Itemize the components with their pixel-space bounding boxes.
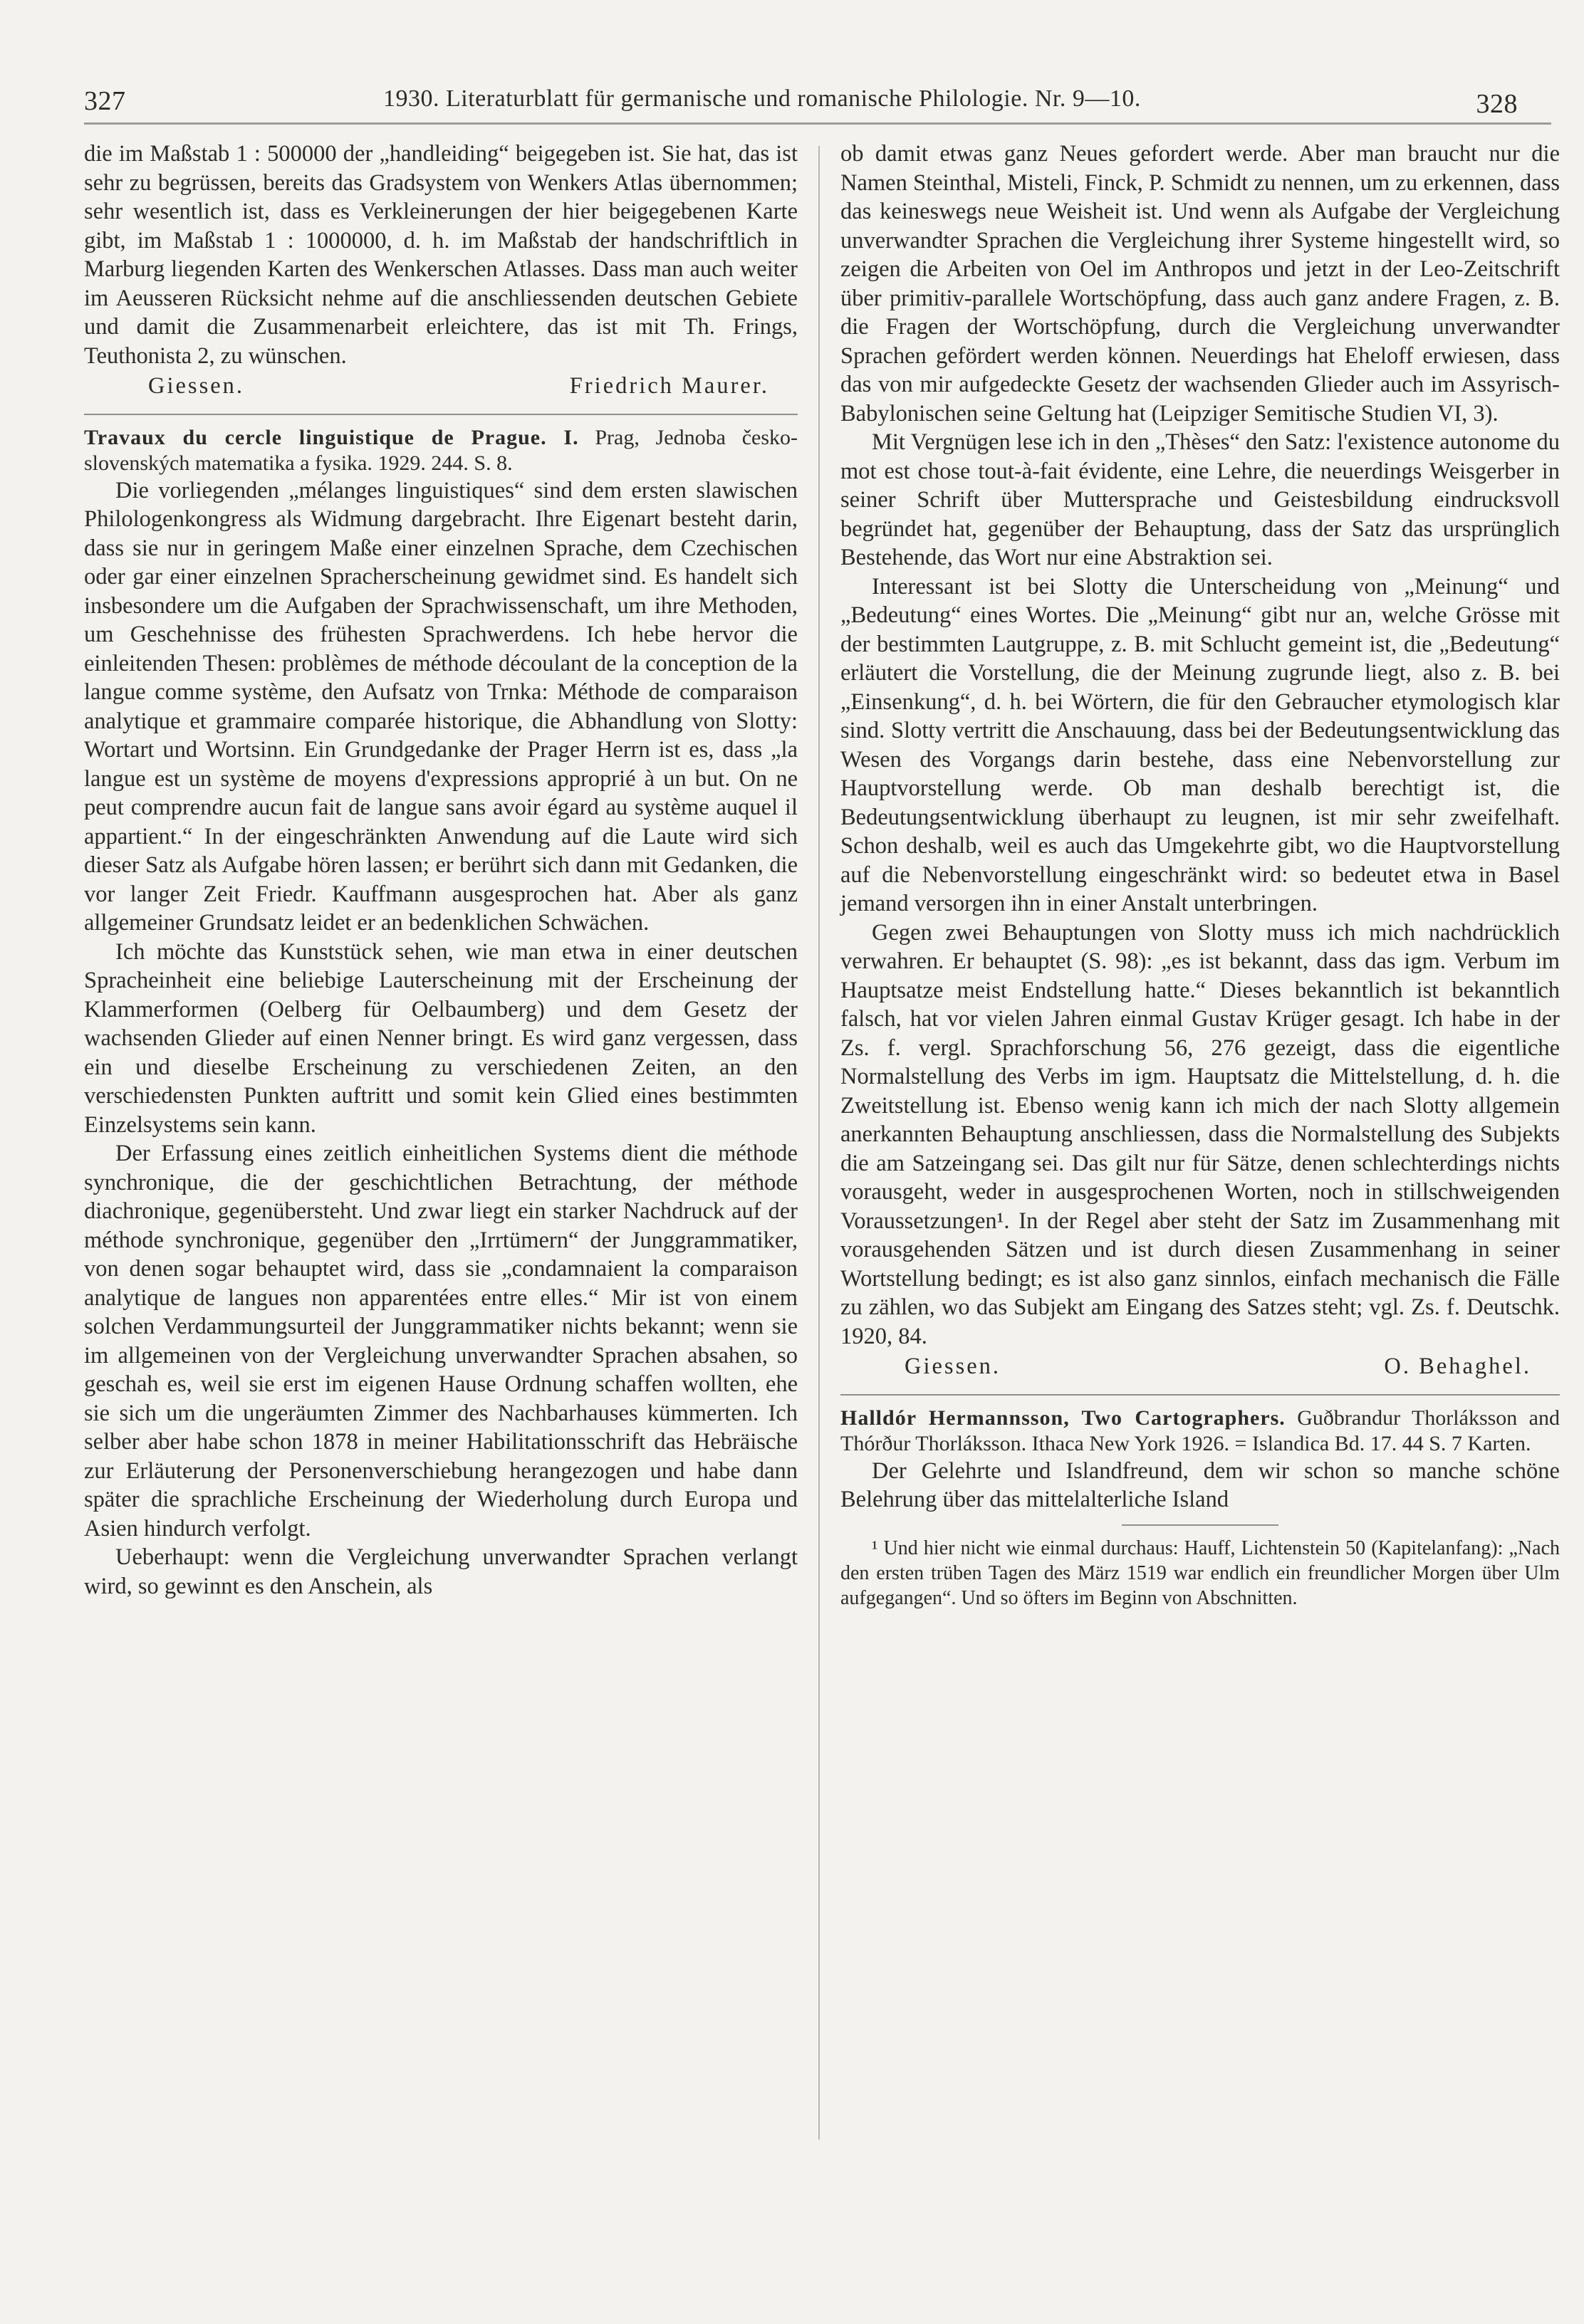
signature-city: Giessen. <box>148 373 245 399</box>
page-number-right: 328 <box>1476 89 1518 119</box>
paragraph: ob damit etwas ganz Neues gefordert werde. Aber man braucht nur die Namen Steinthal, Misteli, Finck, P. Schmidt zu nennen, um zu erkennen, dass das keineswegs neue Weisheit ist. Und wenn als Aufgabe der Vergleichung unverwandter Sprachen die Vergleichung ihrer Systeme hingestellt wird, so zeigen die Arbeiten von Oel im Anthropos und jetzt in der Leo-Zeitschrift über primitiv-parallele Wortschöpfung, dass auch ganz andere Fragen, z. B. die Fragen der Wortschöpfung, durch die Vergleichung unverwandter Sprachen gefördert werden können. Neuerdings hat Eheloff erwiesen, dass das von mir aufgedeckte Gesetz der wachsenden Glieder auch im Assyrisch-Babylonischen seine Geltung hat (Leipziger Semitische Studien VI, 3). <box>840 141 1560 426</box>
paragraph: Ich möchte das Kunststück sehen, wie man etwa in einer deutschen Spracheinheit eine beliebige Lauterscheinung mit der Erscheinung der Klammerformen (Oelberg für Oelbaumberg) und dem Gesetz der wachsenden Glieder auf einen Nenner bringt. Es wird ganz vergessen, dass ein und dieselbe Erscheinung zu verschiedenen Zeiten, an den verschiedensten Punkten auftritt und somit kein Glied eines bestimmten Einzelsystems sein kann. <box>84 938 798 1138</box>
signature <box>84 372 798 401</box>
paragraph: Ueberhaupt: wenn die Vergleichung unverwandter Sprachen verlangt wird, so gewinnt es den Anschein, als <box>84 1544 798 1599</box>
paragraph: Der Erfassung eines zeitlich einheitlichen Systems dient die méthode synchronique, die der geschichtlichen Betrachtung, der méthode diachronique, gegenübersteht. Und zwar liegt ein starker Nachdruck auf der méthode synchronique, gegenüber den „Irrtümern“ der Junggrammatiker, von denen sogar behauptet wird, dass sie „condamnaient la comparaison analytique de langues non apparentées entre elles.“ Mir ist von einem solchen Verdammungsurteil der Junggrammatiker nichts bekannt; wenn sie im allgemeinen von der Vergleichung unverwandter Sprachen absahen, so geschah es, weil sie erst im eigenen Hause Ordnung schaffen wollten, ehe sie sich um die ungeräumten Zimmer des Nachbarhauses kümmerten. Ich selber aber habe schon 1878 in meiner Habilitationsschrift das Hebräische zur Erläuterung der Personenverschiebung herangezogen und habe dann später die sprachliche Erscheinung der Wiederholung durch Europa und Asien hindurch verfolgt. <box>84 1141 798 1542</box>
entry-title: Travaux du cercle linguistique de Prague. I. <box>84 425 579 449</box>
paragraph: die im Maßstab 1 : 500000 der „handleiding“ beigegeben ist. Sie hat, das ist sehr zu begrüssen, bereits das Gradsystem von Wenkers Atlas übernommen; sehr wesentlich ist, dass es Verkleinerungen der hier beigegebenen Karte gibt, im Maßstab 1 : 1000000, d. h. im Maßstab der handschriftlich in Marburg liegenden Karten des Wenkerschen Atlasses. Dass man auch weiter im Aeusseren Rücksicht nehme auf die anschliessenden deutschen Gebiete und damit die Zusammenarbeit erleichtere, das ist mit Th. Frings, Teuthonista 2, zu wünschen. <box>84 141 798 369</box>
paragraph: Die vorliegenden „mélanges linguistiques“ sind dem ersten slawischen Philologenkongress als Widmung dargebracht. Ihre Eigenart besteht darin, dass sie nur in geringem Maße einer einzelnen Sprache, dem Czechischen oder gar einer einzelnen Spracherscheinung gewidmet sind. Es handelt sich insbesondere um die Aufgaben der Sprachwissenschaft, um ihre Methoden, um Geschehnisse des frühesten Sprachwerdens. Ich hebe hervor die einleitenden Thesen: problèmes de méthode découlant de la conception de la langue comme système, den Aufsatz von Trnka: Méthode de comparaison analytique et grammaire comparée historique, die Abhandlung von Slotty: Wortart und Wortsinn. Ein Grundgedanke der Prager Herrn ist es, dass „la langue est un système de moyens d'expressions approprié à un but. On ne peut comprendre aucun fait de langue sans avoir égard au système auquel il appartient.“ In der eingeschränkten Anwendung auf die Laute wird sich dieser Satz als Aufgabe hören lassen; er berührt sich dann mit Gedanken, die vor langer Zeit Friedr. Kauffmann ausgesprochen hat. Aber als ganz allgemeiner Grundsatz leidet er an bedenklichen Schwächen. <box>84 477 798 936</box>
entry-details: Prag, Jednoba česko-slovenských matematika a fysika. 1929. 244. S. 8. <box>84 425 798 475</box>
review-entry-heading <box>84 425 798 476</box>
footnote-rule <box>1122 1524 1278 1526</box>
paragraph: Interessant ist bei Slotty die Unterscheidung von „Meinung“ und „Bedeutung“ eines Wortes. Die „Meinung“ gibt nur an, welche Grösse mit der bestimmten Lautgruppe, z. B. mit Schlucht gemeint ist, die „Bedeutung“ erläutert die Vorstellung, die der Meinung zugrunde liegt, also z. B. bei „Einsenkung“, d. h. bei Wörtern, die für den Gebraucher etymologisch klar sind. Slotty vertritt die Anschauung, dass bei der Bedeutungsentwicklung das Wesen des Vorgangs darin bestehe, dass eine Nebenvorstellung zur Hauptvorstellung werde. Ob man deshalb berechtigt ist, die Bedeutungsentwicklung überhaupt zu leugnen, ist mir sehr zweifelhaft. Schon deshalb, weil es auch das Umgekehrte gibt, wo die Hauptvorstellung auf die Nebenvorstellung eingeschränkt wird: so bedeutet etwa in Basel jemand versorgen ihn in einer Anstalt unterbringen. <box>840 573 1560 916</box>
signature-author: O. Behaghel. <box>1384 1354 1531 1379</box>
signature-city: Giessen. <box>905 1354 1001 1379</box>
footnote: ¹ Und hier nicht wie einmal durchaus: Hauff, Lichtenstein 50 (Kapitelanfang): „Nach den ersten trüben Tagen des März 1519 war endlich ein freundlicher Morgen über Ulm aufgegangen“. Und so öfters im Beginn von Abschnitten. <box>840 1537 1560 1609</box>
page-number-left: 327 <box>84 86 126 116</box>
page-header <box>84 78 1518 121</box>
section-divider <box>84 414 798 415</box>
paragraph: Der Gelehrte und Islandfreund, dem wir schon so manche schöne Belehrung über das mittelalterliche Island <box>840 1457 1560 1512</box>
review-entry-heading <box>840 1406 1560 1457</box>
entry-title: Halldór Hermannsson, Two Cartographers. <box>840 1406 1286 1430</box>
signature-author: Friedrich Maurer. <box>569 373 769 399</box>
running-title: 1930. Literaturblatt für germanische und romanische Philologie. Nr. 9—10. <box>383 85 1141 112</box>
paragraph: Gegen zwei Behauptungen von Slotty muss ich mich nachdrücklich verwahren. Er behauptet (S. 98): „es ist bekannt, dass das igm. Verbum im Hauptsatze meist Endstellung hatte.“ Dieses bekanntlich ist bekanntlich falsch, hat vor vielen Jahren einmal Gustav Krüger gesagt. Ich habe in der Zs. f. vergl. Sprachforschung 56, 276 gezeigt, dass die eigentliche Normalstellung des Verbs im igm. Hauptsatz die Mittelstellung, d. h. die Zweitstellung ist. Ebenso wenig kann ich mich der nach Slotty allgemein anerkannten Behauptung anschliessen, dass die Normalstellung des Subjekts die am Satzeingang sei. Das gilt nur für Sätze, denen schlechterdings nichts vorausgeht, weder in ausgesprochenen Worten, noch in stillschweigenden Voraussetzungen¹. In der Regel aber steht der Satz im Zusammenhang mit vorausgehenden Sätzen und ist durch diesen Zusammenhang in seiner Wortstellung bedingt; es ist also ganz sinnlos, einfach mechanisch die Fälle zu zählen, wo das Subjekt am Eingang des Satzes steht; vgl. Zs. f. Deutschk. 1920, 84. <box>840 919 1560 1349</box>
paragraph: Mit Vergnügen lese ich in den „Thèses“ den Satz: l'existence autonome du mot est chose tout-à-fait évidente, eine Lehre, die neuerdings Weisgerber in seiner Schrift über Muttersprache und Geistesbildung eindrucksvoll begründet hat, gegenüber der Behauptung, dass der Satz das ursprünglich Bestehende, das Wort nur eine Abstraktion sei. <box>840 429 1560 570</box>
column-divider <box>818 146 820 2140</box>
header-rule <box>84 122 1551 125</box>
left-column <box>84 140 798 1601</box>
section-divider <box>840 1394 1560 1396</box>
entry-details: Guðbrandur Thorláksson and Thórður Thorláksson. Ithaca New York 1926. = Islandica Bd. 17. 44 S. 7 Karten. <box>840 1406 1560 1455</box>
signature <box>840 1352 1560 1381</box>
right-column <box>840 140 1560 1611</box>
